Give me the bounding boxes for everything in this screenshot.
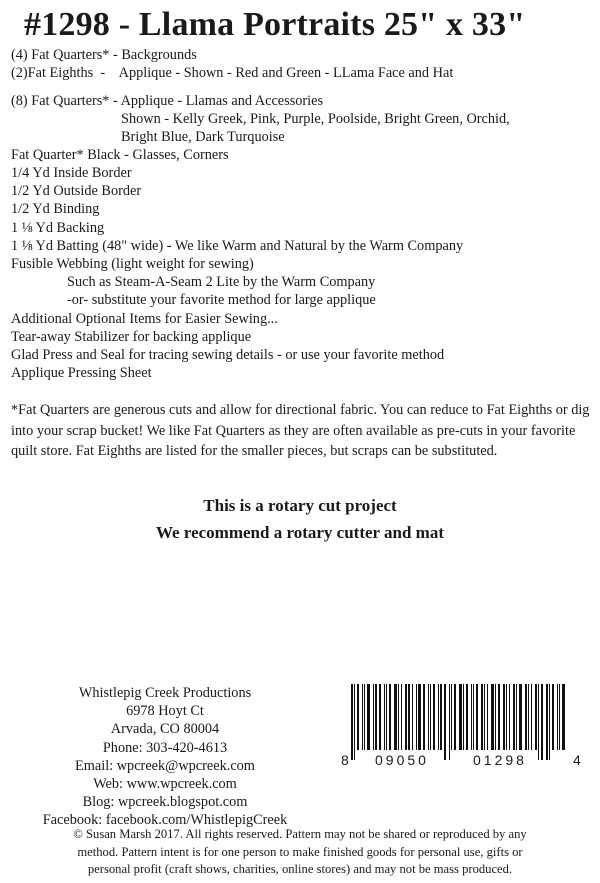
- barcode-bar: [459, 684, 462, 750]
- copyright-line: method. Pattern intent is for one person to make finished goods for personal use, gifts or: [77, 844, 523, 859]
- barcode-bar: [418, 684, 421, 750]
- barcode-bar: [491, 684, 494, 750]
- phone: Phone: 303-420-4613: [102, 739, 228, 756]
- barcode-group-right: 01298: [473, 752, 527, 768]
- barcode-bar: [473, 684, 474, 750]
- material-item: 1 ⅛ Yd Batting (48" wide) - We like Warm and Natural by the Warm Company: [11, 238, 464, 254]
- barcode-bar: [398, 684, 399, 750]
- city-state-zip: Arvada, CO 80004: [110, 721, 220, 738]
- barcode-bar: [386, 684, 387, 750]
- material-item: (8) Fat Quarters* - Applique - Llamas and Accessories: [11, 93, 324, 109]
- material-item: Glad Press and Seal for tracing sewing details - or use your favorite method: [11, 347, 445, 363]
- barcode-bar: [538, 684, 539, 760]
- barcode-bar: [362, 684, 363, 750]
- barcode-bar: [546, 684, 548, 760]
- barcode-bar: [357, 684, 359, 750]
- barcode-bar: [557, 684, 558, 750]
- barcode-bar: [367, 684, 370, 750]
- barcode-bar: [408, 684, 410, 750]
- barcode-bar: [373, 684, 374, 750]
- barcode-bar: [405, 684, 407, 750]
- barcode-bar: [535, 684, 537, 750]
- blog: Blog: wpcreek.blogspot.com: [82, 794, 248, 811]
- barcode-bar: [513, 684, 515, 750]
- barcode-bar: [466, 684, 468, 750]
- material-item: 1/4 Yd Inside Border: [11, 165, 132, 181]
- barcode-bar: [451, 684, 452, 750]
- barcode-bar: [389, 684, 391, 750]
- facebook: Facebook: facebook.com/WhistlepigCreek: [42, 812, 288, 829]
- barcode-bar: [509, 684, 510, 750]
- barcode-bar: [394, 684, 397, 750]
- barcode-bar: [416, 684, 417, 750]
- material-item: Bright Blue, Dark Turquoise: [121, 129, 285, 145]
- barcode-bar: [440, 684, 442, 750]
- barcode-bar: [354, 684, 355, 760]
- barcode-bar: [498, 684, 500, 750]
- barcode-bar: [487, 684, 488, 750]
- fat-quarter-note: *Fat Quarters are generous cuts and allow for directional fabric. You can reduce to Fat Eighths or dig into your scrap bucket! We like Fat Quarters as they are often available as pre-cuts in your favorite quilt store. Fat Eighths are listed for the smaller pieces, but scraps can be substituted.: [11, 402, 590, 459]
- barcode-bars: [351, 684, 569, 750]
- barcode-bar: [454, 684, 456, 750]
- barcode-bar: [449, 684, 450, 760]
- barcode-bar: [562, 684, 565, 750]
- barcode-bar: [559, 684, 560, 750]
- barcode-bar: [379, 684, 381, 750]
- rotary-cut-callout: This is a rotary cut project: [203, 496, 397, 515]
- barcode-bar: [541, 684, 543, 760]
- barcode-bar: [531, 684, 532, 750]
- material-item: 1/2 Yd Outside Border: [11, 183, 142, 199]
- material-item: Fat Quarter* Black - Glasses, Corners: [11, 147, 229, 163]
- barcode-bar: [471, 684, 472, 750]
- company-address-block: [40, 684, 290, 830]
- material-item: (4) Fat Quarters* - Backgrounds: [11, 47, 197, 63]
- barcode-bar: [351, 684, 353, 760]
- barcode-bar: [364, 684, 365, 750]
- barcode-bar: [516, 684, 517, 750]
- barcode-bar: [428, 684, 429, 750]
- barcode-group-left: 09050: [375, 752, 429, 768]
- copyright-line: © Susan Marsh 2017. All rights reserved. Pattern may not be shared or reproduced by any: [73, 827, 527, 841]
- barcode-bar: [525, 684, 527, 750]
- material-item: Shown - Kelly Greek, Pink, Purple, Poolside, Bright Green, Orchid,: [121, 111, 510, 127]
- barcode-bar: [484, 684, 485, 750]
- barcode-bar: [476, 684, 478, 750]
- material-item: Such as Steam-A-Seam 2 Lite by the Warm Company: [67, 274, 376, 290]
- material-item: (2)Fat Eighths - Applique - Shown - Red and Green - LLama Face and Hat: [11, 65, 454, 81]
- copyright-notice: [0, 826, 600, 879]
- barcode-bar: [495, 684, 496, 750]
- material-item: Applique Pressing Sheet: [11, 365, 152, 381]
- barcode-bar: [503, 684, 505, 750]
- material-item: 1 ⅛ Yd Backing: [11, 220, 105, 236]
- barcode-bar: [444, 684, 446, 760]
- upc-barcode: [341, 684, 581, 768]
- barcode-bar: [481, 684, 483, 750]
- barcode-bar: [438, 684, 439, 750]
- barcode-digit-last: 4: [573, 752, 581, 768]
- barcode-bar: [401, 684, 402, 750]
- barcode-bar: [552, 684, 554, 750]
- street-address: 6978 Hoyt Ct: [126, 703, 204, 720]
- barcode-bar: [506, 684, 507, 750]
- material-item: Additional Optional Items for Easier Sewing...: [11, 311, 278, 327]
- barcode-bar: [384, 684, 385, 750]
- barcode-bar: [549, 684, 550, 760]
- barcode-bar: [463, 684, 464, 750]
- barcode-bar: [423, 684, 425, 750]
- barcode-bar: [519, 684, 522, 750]
- barcode-bar: [430, 684, 431, 750]
- barcode-digit-first: 8: [341, 752, 349, 768]
- barcode-bar: [433, 684, 435, 750]
- barcode-bar: [375, 684, 377, 750]
- barcode-bar: [412, 684, 413, 750]
- company-name: Whistlepig Creek Productions: [78, 685, 252, 701]
- rotary-cutter-callout: We recommend a rotary cutter and mat: [156, 523, 444, 542]
- material-item: Tear-away Stabilizer for backing applique: [11, 329, 252, 345]
- website: Web: www.wpcreek.com: [93, 776, 237, 793]
- email: Email: wpcreek@wpcreek.com: [75, 757, 255, 774]
- pattern-title: #1298 - Llama Portraits 25" x 33": [24, 6, 526, 43]
- material-item: 1/2 Yd Binding: [11, 201, 100, 217]
- material-item: Fusible Webbing (light weight for sewing): [11, 256, 254, 272]
- copyright-line: personal profit (craft shows, charities, online stores) and may not be mass produced.: [87, 862, 513, 876]
- barcode-bar: [528, 684, 529, 750]
- material-item: -or- substitute your favorite method for large applique: [67, 292, 376, 308]
